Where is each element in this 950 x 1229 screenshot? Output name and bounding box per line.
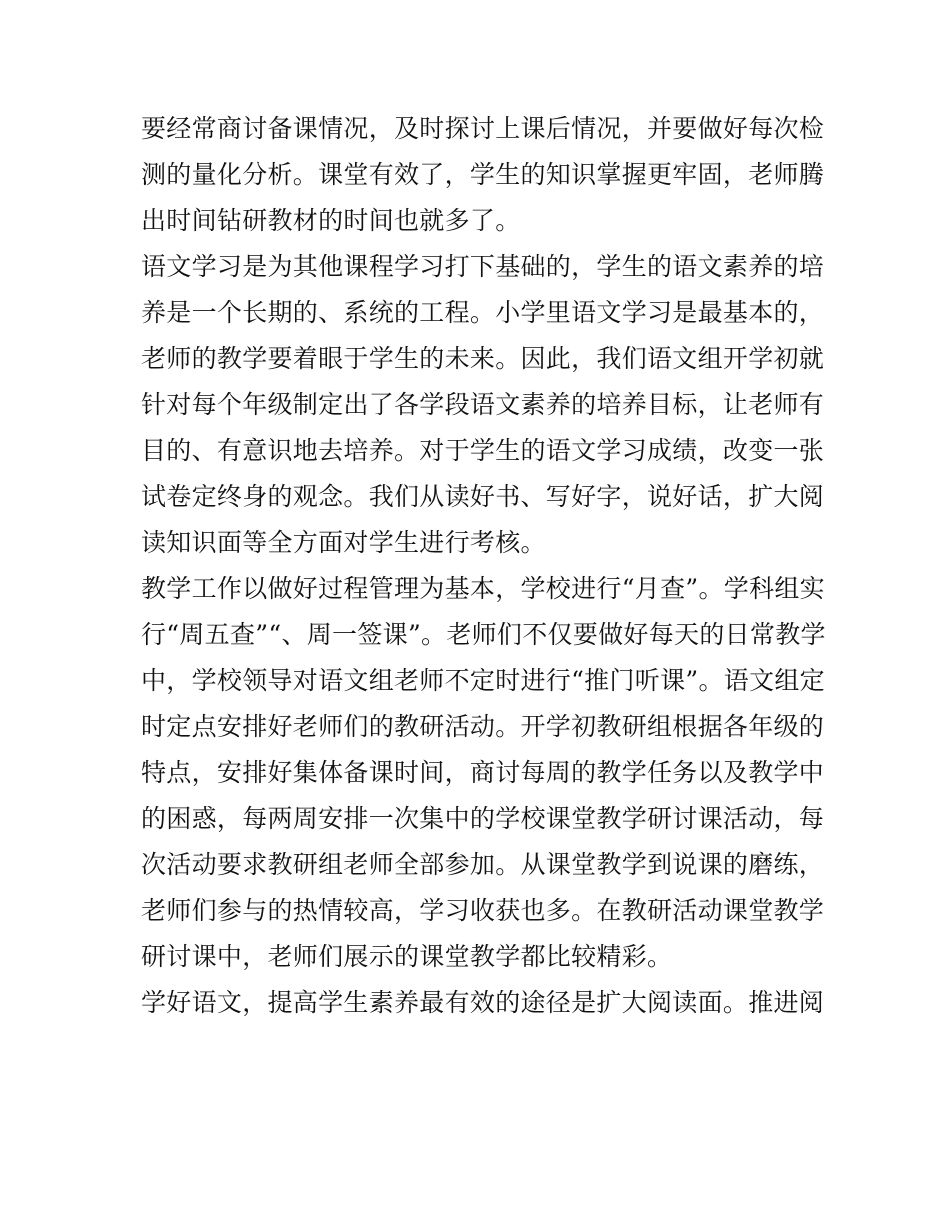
- text-line: 出时间钻研教材的时间也就多了。: [141, 206, 521, 235]
- text-line: 试卷定终身的观念。我们从读好书、写好字，说好话，扩大阅: [141, 482, 825, 511]
- text-line: 老师们参与的热情较高，学习收获也多。在教研活动课堂教学: [141, 896, 825, 925]
- text-line: 的困惑，每两周安排一次集中的学校课堂教学研讨课活动，每: [141, 804, 825, 833]
- text-line: 要经常商讨备课情况，及时探讨上课后情况，并要做好每次检: [141, 114, 825, 143]
- text-line: 语文学习是为其他课程学习打下基础的，学生的语文素养的培: [141, 252, 825, 281]
- text-line: 学好语文，提高学生素养最有效的途径是扩大阅读面。推进阅: [141, 988, 825, 1017]
- text-line: 研讨课中，老师们展示的课堂教学都比较精彩。: [141, 942, 673, 971]
- text-line: 测的量化分析。课堂有效了，学生的知识掌握更牢固，老师腾: [141, 160, 825, 189]
- text-line: 针对每个年级制定出了各学段语文素养的培养目标，让老师有: [141, 390, 825, 419]
- text-line: 目的、有意识地去培养。对于学生的语文学习成绩，改变一张: [141, 436, 825, 465]
- text-line: 特点，安排好集体备课时间，商讨每周的教学任务以及教学中: [141, 758, 825, 787]
- text-line: 读知识面等全方面对学生进行考核。: [141, 528, 546, 557]
- text-line: 次活动要求教研组老师全部参加。从课堂教学到说课的磨练，: [141, 850, 825, 879]
- text-line: 中，学校领导对语文组老师不定时进行“推门听课”。语文组定: [141, 666, 825, 695]
- text-line: 养是一个长期的、系统的工程。小学里语文学习是最基本的，: [141, 298, 825, 327]
- text-line: 时定点安排好老师们的教研活动。开学初教研组根据各年级的: [141, 712, 825, 741]
- document-body-text: [141, 106, 826, 1026]
- text-line: 教学工作以做好过程管理为基本，学校进行“月查”。学科组实: [141, 574, 825, 603]
- text-line: 行“周五查”“、周一签课”。老师们不仅要做好每天的日常教学: [141, 620, 826, 649]
- text-line: 老师的教学要着眼于学生的未来。因此，我们语文组开学初就: [141, 344, 825, 373]
